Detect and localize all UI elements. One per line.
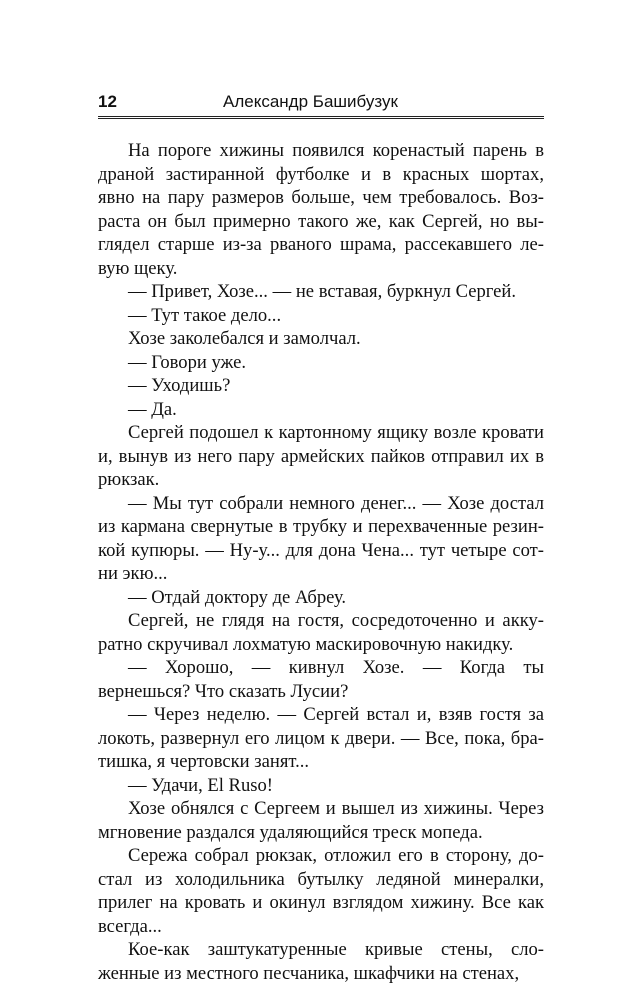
header-rule — [98, 116, 544, 119]
paragraph: — Тут такое дело... — [128, 304, 282, 326]
paragraph: Сергей подошел к картонному ящику возле кровати и, вынув из него пару армейских пайков отправил их в рюкзак. — [98, 422, 544, 490]
paragraph: Сергей, не глядя на гостя, сосредоточенно и аккуратно скручивал лохматую маскировочную накидку. — [98, 610, 544, 655]
paragraph: Кое-как заштукатуренные кривые стены, сложенные из местного песчаника, шкафчики на стенах, — [98, 939, 544, 984]
paragraph: — Уходишь? — [128, 375, 231, 396]
paragraph: — Хорошо, — кивнул Хозе. — Когда ты вернешься? Что сказать Лусии? — [98, 657, 544, 702]
paragraph: — Да. — [128, 398, 177, 420]
paragraph: На пороге хижины появился коренастый парень в драной застиранной футболке и в красных шортах, явно на пару размеров больше, чем требовалось. Возраста он был примерно такого же, как Сергей, но выглядел старше из-за рваного шрама, рассекавшего левую щеку. — [98, 140, 544, 279]
paragraph: Хозе обнялся с Сергеем и вышел из хижины. Через мгновение раздался удаляющийся треск мопеда. — [98, 798, 544, 843]
paragraph: — Говори уже. — [128, 351, 247, 373]
paragraph: — Привет, Хозе... — не вставая, буркнул Сергей. — [128, 281, 517, 302]
paragraph: — Мы тут собрали немного денег... — Хозе достал из кармана свернутые в трубку и перехваченные резинкой купюры. — Ну-у... для дона Чена... тут четыре сотни экю... — [98, 492, 544, 584]
running-head-author: Александр Башибузук — [223, 92, 398, 111]
paragraph: Сережа собрал рюкзак, отложил его в сторону, достал из холодильника бутылку ледяной минералки, прилег на кровать и окинул взглядом хижину. Все как всегда... — [98, 845, 544, 937]
paragraph: — Отдай доктору де Абреу. — [128, 586, 347, 608]
paragraph: Хозе заколебался и замолчал. — [128, 328, 361, 349]
page-header — [98, 92, 544, 116]
body-text — [98, 139, 544, 985]
paragraph: — Удачи, El Ruso! — [128, 774, 273, 796]
page-number: 12 — [98, 92, 117, 111]
paragraph: — Через неделю. — Сергей встал и, взяв гостя за локоть, развернул его лицом к двери. — Все, пока, братишка, я чертовски занят... — [98, 704, 544, 772]
